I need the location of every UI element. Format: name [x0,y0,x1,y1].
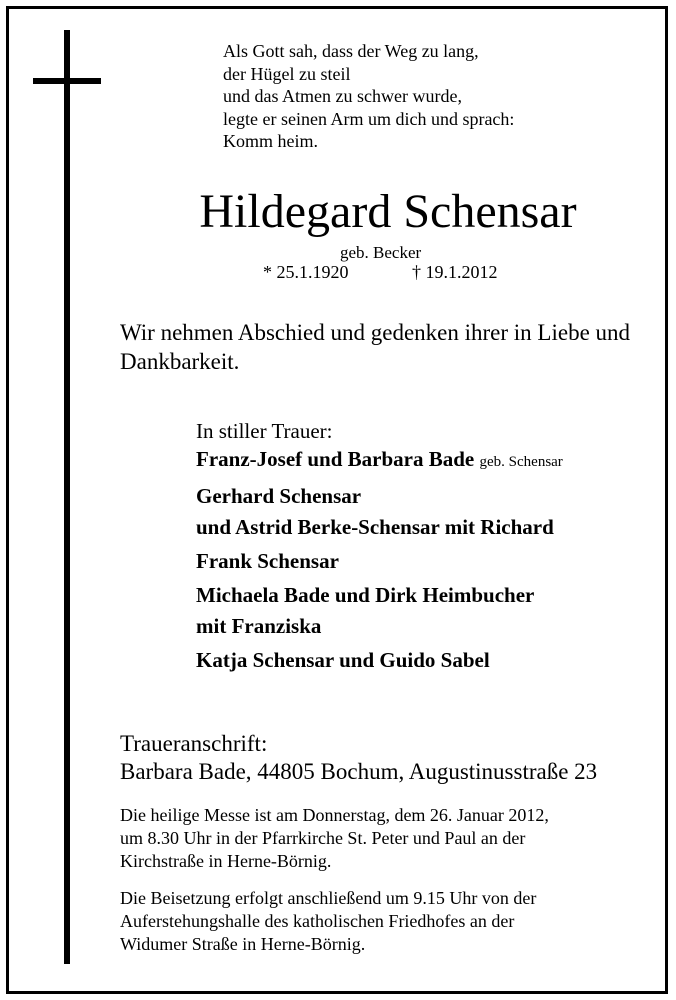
deceased-name: Hildegard Schensar [199,185,577,238]
mourner-entry [196,444,563,478]
address-value: Barbara Bade, 44805 Bochum, Augustinusstraße 23 [120,759,598,784]
mass-line: Kirchstraße in Herne-Börnig. [120,851,332,871]
poem-line: der Hügel zu steil [223,63,351,84]
cross-icon [64,30,70,964]
address-label: Traueranschrift: [120,731,268,756]
burial-line: Widumer Straße in Herne-Börnig. [120,934,366,954]
mourner-entry: mit Franziska [196,614,322,638]
birth-date: * 25.1.1920 [263,262,349,282]
poem-line: legte er seinen Arm um dich und sprach: [223,108,515,129]
mourners-intro: In stiller Trauer: [196,419,333,443]
poem-line: Komm heim. [223,131,318,151]
mourners-block [196,418,563,676]
burial-line: Auferstehungshalle des katholischen Friedhofes an der [120,911,515,931]
mourner-entry: Katja Schensar und Guido Sabel [196,648,490,672]
death-date: † 19.1.2012 [412,262,498,282]
burial-line: Die Beisetzung erfolgt anschließend um 9.15 Uhr von der [120,888,537,908]
farewell-text: Wir nehmen Abschied und gedenken ihrer in Liebe und Dankbarkeit. [120,320,631,374]
mass-line: um 8.30 Uhr in der Pfarrkirche St. Peter und Paul an der [120,828,526,848]
maiden-name: geb. Becker [340,243,422,262]
mourner-entry: und Astrid Berke-Schensar mit Richard [196,515,554,539]
poem-line: und das Atmen zu schwer wurde, [223,86,462,106]
address-block [120,730,597,786]
burial-info [120,887,536,956]
mass-info [120,804,549,873]
poem-line: Als Gott sah, dass der Weg zu lang, [223,41,479,61]
mourner-names: Franz-Josef und Barbara Bade [196,447,475,471]
poem [223,40,514,153]
mourner-entry: Michaela Bade und Dirk Heimbucher [196,583,535,607]
cross-bar [33,78,101,84]
mass-line: Die heilige Messe ist am Donnerstag, dem 26. Januar 2012, [120,805,549,825]
mourner-entry: Gerhard Schensar [196,484,362,508]
mourner-note: geb. Schensar [479,454,563,470]
mourner-entry: Frank Schensar [196,549,339,573]
